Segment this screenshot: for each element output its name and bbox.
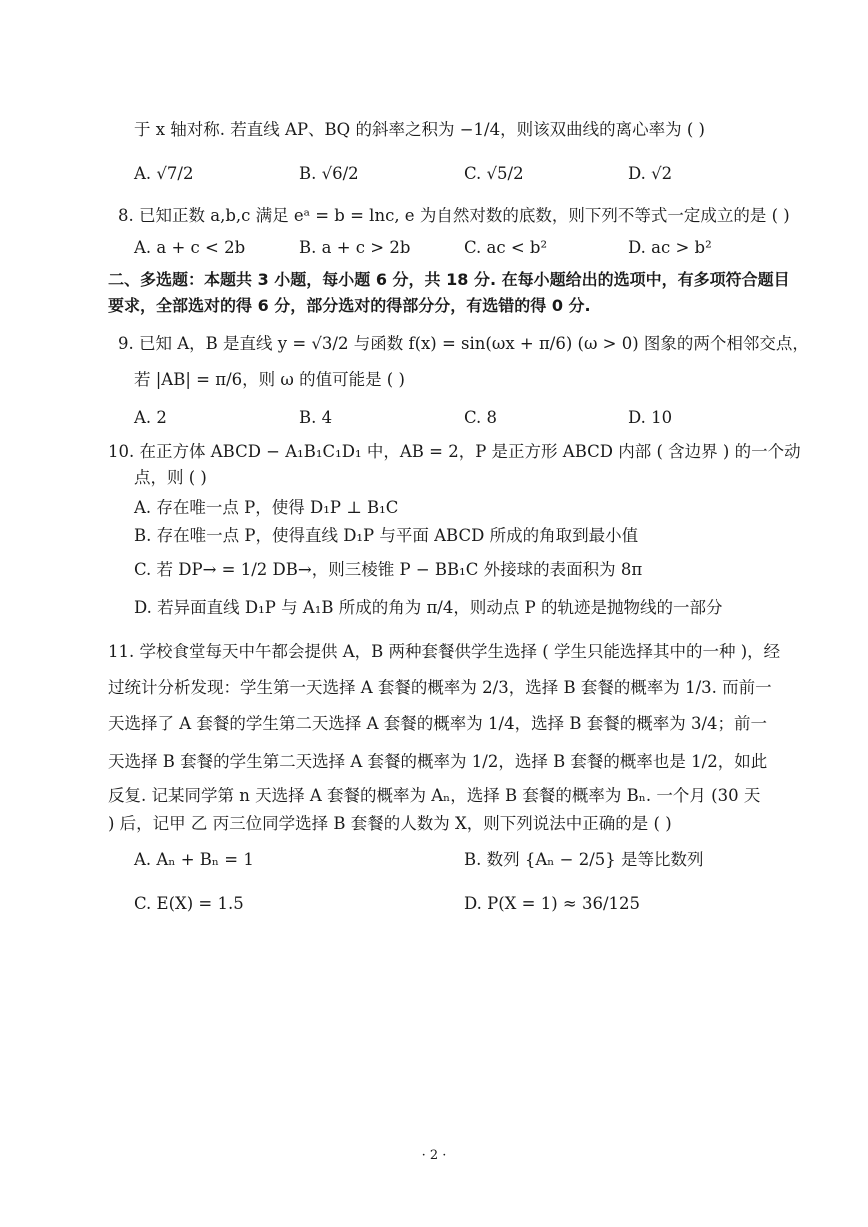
q10-option-c: C. 若 DP→ = 1/2 DB→，则三棱锥 P − BB₁C 外接球的表面积为 8π	[134, 560, 643, 579]
q7-option-a: A. √7/2	[134, 164, 194, 183]
q11-option-a: A. Aₙ + Bₙ = 1	[134, 850, 254, 869]
q10-stem-line2: 点，则 ( )	[134, 468, 207, 487]
section-heading-line1: 二、多选题：本题共 3 小题，每小题 6 分，共 18 分. 在每小题给出的选项中，有多项符合题目	[108, 270, 790, 289]
q9-option-d: D. 10	[628, 408, 673, 427]
q9-option-c: C. 8	[464, 408, 498, 427]
q8-option-c: C. ac < b²	[464, 238, 548, 257]
q7-option-d: D. √2	[628, 164, 673, 183]
q11-stem-line1: 11. 学校食堂每天中午都会提供 A，B 两种套餐供学生选择 ( 学生只能选择其中的一种 )，经	[108, 642, 781, 661]
q7-option-c: C. √5/2	[464, 164, 524, 183]
q11-stem-line3: 天选择了 A 套餐的学生第二天选择 A 套餐的概率为 1/4，选择 B 套餐的概率为 3/4；前一	[108, 714, 768, 733]
q11-option-c: C. E(X) = 1.5	[134, 894, 244, 913]
q9-stem-line1: 9. 已知 A，B 是直线 y = √3/2 与函数 f(x) = sin(ωx + π/6) (ω > 0) 图象的两个相邻交点，	[118, 334, 809, 353]
q7-option-b: B. √6/2	[299, 164, 359, 183]
q7-stem-continuation: 于 x 轴对称. 若直线 AP、BQ 的斜率之积为 −1/4，则该双曲线的离心率为 ( )	[134, 120, 705, 139]
section-heading-line2: 要求，全部选对的得 6 分，部分选对的得部分分，有选错的得 0 分.	[108, 296, 591, 315]
q9-stem-line2: 若 |AB| = π/6，则 ω 的值可能是 ( )	[134, 370, 405, 389]
q11-stem-line6: ) 后，记甲 乙 丙三位同学选择 B 套餐的人数为 X，则下列说法中正确的是 ( )	[108, 814, 672, 833]
q10-stem-line1: 10. 在正方体 ABCD − A₁B₁C₁D₁ 中，AB = 2，P 是正方形 ABCD 内部 ( 含边界 ) 的一个动	[108, 442, 801, 461]
q11-option-b: B. 数列 {Aₙ − 2/5} 是等比数列	[464, 850, 704, 869]
q10-option-d: D. 若异面直线 D₁P 与 A₁B 所成的角为 π/4，则动点 P 的轨迹是抛物线的一部分	[134, 598, 723, 617]
q9-option-a: A. 2	[134, 408, 167, 427]
q11-stem-line2: 过统计分析发现：学生第一天选择 A 套餐的概率为 2/3，选择 B 套餐的概率为 1/3. 而前一	[108, 678, 772, 697]
q11-option-d: D. P(X = 1) ≈ 36/125	[464, 894, 641, 913]
q8-option-b: B. a + c > 2b	[299, 238, 411, 257]
q8-option-d: D. ac > b²	[628, 238, 712, 257]
q9-option-b: B. 4	[299, 408, 333, 427]
q11-stem-line4: 天选择 B 套餐的学生第二天选择 A 套餐的概率为 1/2，选择 B 套餐的概率也是 1/2，如此	[108, 752, 768, 771]
q10-option-b: B. 存在唯一点 P，使得直线 D₁P 与平面 ABCD 所成的角取到最小值	[134, 526, 639, 545]
q8-stem: 8. 已知正数 a,b,c 满足 eᵃ = b = lnc, e 为自然对数的底数，则下列不等式一定成立的是 ( )	[118, 206, 790, 225]
q11-stem-line5: 反复. 记某同学第 n 天选择 A 套餐的概率为 Aₙ，选择 B 套餐的概率为 Bₙ. 一个月 (30 天	[108, 786, 761, 805]
q8-option-a: A. a + c < 2b	[134, 238, 246, 257]
q10-option-a: A. 存在唯一点 P，使得 D₁P ⊥ B₁C	[134, 498, 399, 517]
page-number: · 2 ·	[421, 1148, 447, 1163]
